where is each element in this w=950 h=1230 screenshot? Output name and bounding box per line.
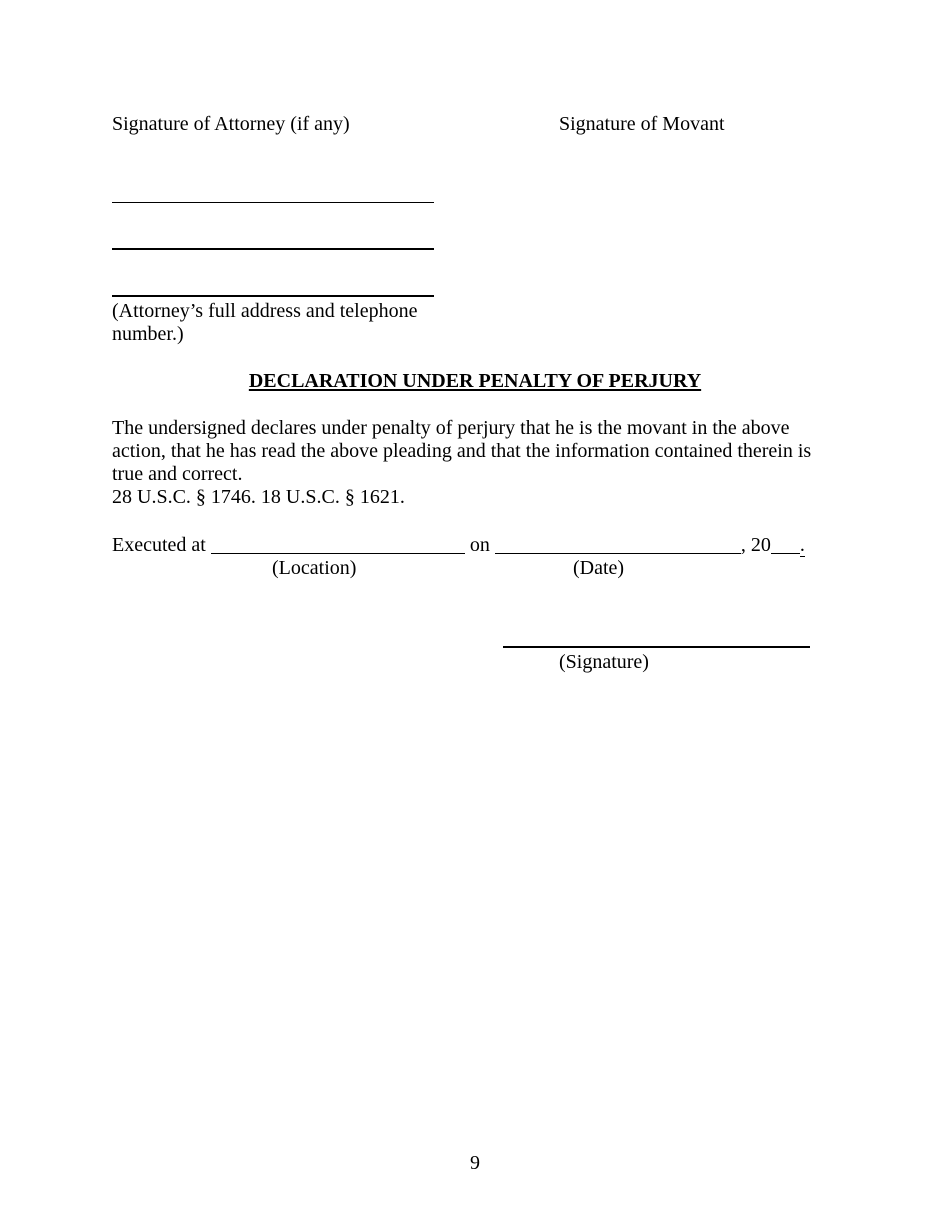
date-blank[interactable] [495,535,741,554]
attorney-address-note: (Attorney’s full address and telephone number.) [112,300,418,345]
year-blank[interactable] [771,535,800,554]
signature-caption: (Signature) [559,651,649,673]
location-blank[interactable] [211,535,465,554]
declarant-signature-line[interactable] [503,646,810,648]
statute-citation: 28 U.S.C. § 1746. 18 U.S.C. § 1621. [112,486,405,508]
on-label: on [469,534,490,556]
attorney-signature-line[interactable] [112,202,434,203]
page-number: 9 [470,1152,480,1174]
period: . [799,534,805,556]
location-caption: (Location) [272,557,357,579]
attorney-address-line-2[interactable] [112,295,434,297]
year-prefix: , 20 [740,534,771,556]
executed-at-label: Executed at [112,534,206,556]
declaration-body [112,417,832,509]
movant-signature-label: Signature of Movant [559,113,725,135]
date-caption: (Date) [573,557,625,579]
declaration-text: The undersigned declares under penalty of perjury that he is the movant in the above action, that he has read the above pleading and that the information contained therein is true and correct. [112,417,812,485]
execution-line [112,534,805,557]
declaration-title: DECLARATION UNDER PENALTY OF PERJURY [248,370,702,392]
attorney-address-line-1[interactable] [112,248,434,250]
attorney-signature-label: Signature of Attorney (if any) [112,113,350,135]
